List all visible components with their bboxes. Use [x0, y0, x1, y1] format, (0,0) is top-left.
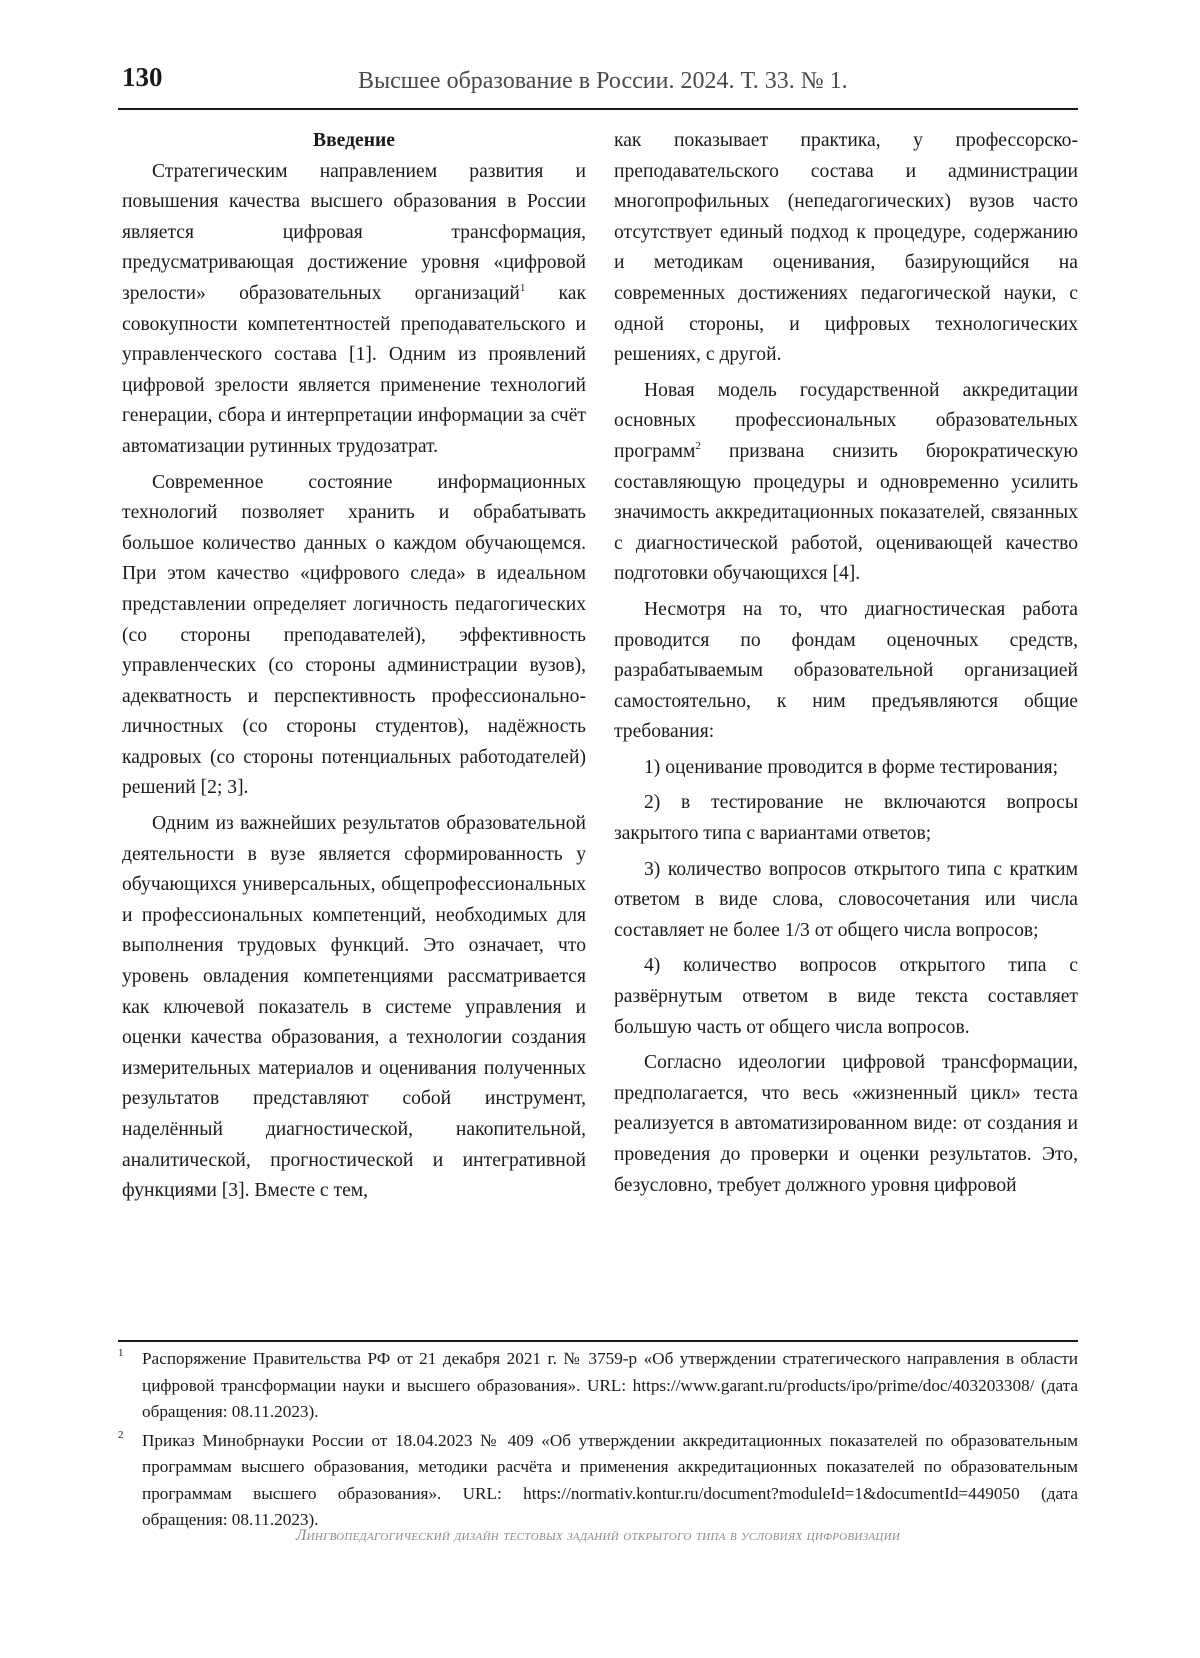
- footnote-mark: 2: [118, 1428, 124, 1441]
- footnotes: [118, 1340, 1078, 1536]
- list-item: 3) количество вопросов открытого типа с кратким ответом в виде слова, словосочетания или числа составляет не более 1/3 от общего числа вопросов;: [614, 858, 1078, 941]
- footnote-mark: 1: [118, 1347, 124, 1359]
- footnote: [118, 1428, 1078, 1534]
- running-footer: Лингвопедагогический дизайн тестовых заданий открытого типа в условиях цифровизации: [295, 1527, 901, 1544]
- footnote-ref[interactable]: 1: [519, 281, 526, 294]
- section-heading: Введение: [313, 130, 395, 151]
- paragraph: Несмотря на то, что диагностическая работа проводится по фондам оценочных средств, разрабатываемым образовательной организацией самостоятельно, к ним предъявляются общие требования:: [614, 598, 1078, 743]
- paragraph-text: Стратегическим направлением развития и повышения качества высшего образования в России является цифровая трансформация, предусматривающая достижение уровня «цифровой зрелости» образовательных организаций: [122, 160, 586, 304]
- list-item: 4) количество вопросов открытого типа с развёрнутым ответом в виде текста составляет большую часть от общего числа вопросов.: [614, 955, 1078, 1038]
- paragraph: как показывает практика, у профессорско-преподавательского состава и администрации многопрофильных (непедагогических) вузов часто отсутствует единый подход к процедуре, содержанию и методикам оценивания, базирующийся на современных достижениях педагогической науки, с одной стороны, и цифровых технологических решениях, с другой.: [614, 130, 1078, 366]
- paragraph: Одним из важнейших результатов образовательной деятельности в вузе является сформированность у обучающихся универсальных, общепрофессиональных и профессиональных компетенций, необходимых для выполнения трудовых функций. Это означает, что уровень овладения компетенциями рассматривается как ключевой показатель в системе управления и оценки качества образования, а технологии создания измерительных материалов и оценивания полученных результатов представляют собой инструмент, наделённый диагностической, накопительной, аналитической, прогностической и интегративной функциями [3]. Вместе с тем,: [122, 813, 586, 1202]
- paragraph: Согласно идеологии цифровой трансформации, предполагается, что весь «жизненный цикл» теста реализуется в автоматизированном виде: от создания и проведения до проверки и оценки результатов. Это, безусловно, требует должного уровня цифровой: [614, 1052, 1078, 1196]
- paragraph: [122, 157, 586, 463]
- footnote-text: Распоряжение Правительства РФ от 21 декабря 2021 г. № 3759-р «Об утверждении стратегического направления в области цифровой трансформации науки и высшего образования». URL: https://www.garant.ru/products/ipo/prime/doc/403203308/ (дата обращения: 08.11.2023).: [142, 1349, 1078, 1421]
- list-item: 1) оценивание проводится в форме тестирования;: [644, 756, 1059, 778]
- paragraph-text: как совокупности компетентностей преподавательского и управленческого состава [1]. Одним из проявлений цифровой зрелости является применение технологий генерации, сбора и интерпретации информации за счёт автоматизации рутинных трудозатрат.: [122, 282, 586, 457]
- left-column: [122, 126, 586, 1212]
- paragraph-text: призвана снизить бюрократическую составляющую процедуры и одновременно усилить значимость аккредитационных показателей, связанных с диагностической работой, оценивающей качество подготовки обучающихся [4].: [614, 440, 1078, 585]
- footnote-ref[interactable]: 2: [695, 439, 701, 452]
- list-item: 2) в тестирование не включаются вопросы закрытого типа с вариантами ответов;: [614, 792, 1078, 845]
- paragraph-text: Новая модель государственной аккредитации основных профессиональных образовательных программ: [614, 379, 1078, 462]
- footnote: [118, 1346, 1078, 1426]
- paragraph: [614, 376, 1078, 590]
- paragraph: Современное состояние информационных технологий позволяет хранить и обрабатывать большое количество данных о каждом обучающемся. При этом качество «цифрового следа» в идеальном представлении определяет логичность педагогических (со стороны преподавателей), эффективность управленческих (со стороны администрации вузов), адекватность и перспективность профессионально-личностных (со стороны студентов), надёжность кадровых (со стороны потенциальных работодателей) решений [2; 3].: [122, 471, 586, 799]
- right-column: [614, 126, 1078, 1206]
- page-header: [118, 62, 1078, 110]
- page-number: 130: [122, 62, 163, 92]
- footnote-text: Приказ Минобрнауки России от 18.04.2023 № 409 «Об утверждении аккредитационных показателей по образовательным программам высшего образования, методики расчёта и применения аккредитационных показателей по образовательным программам высшего образования». URL: https://normativ.kontur.ru/document?moduleId=1&documentId=449050 (дата обращения: 08.11.2023).: [142, 1430, 1078, 1529]
- journal-title: Высшее образование в России. 2024. Т. 33. № 1.: [358, 68, 848, 94]
